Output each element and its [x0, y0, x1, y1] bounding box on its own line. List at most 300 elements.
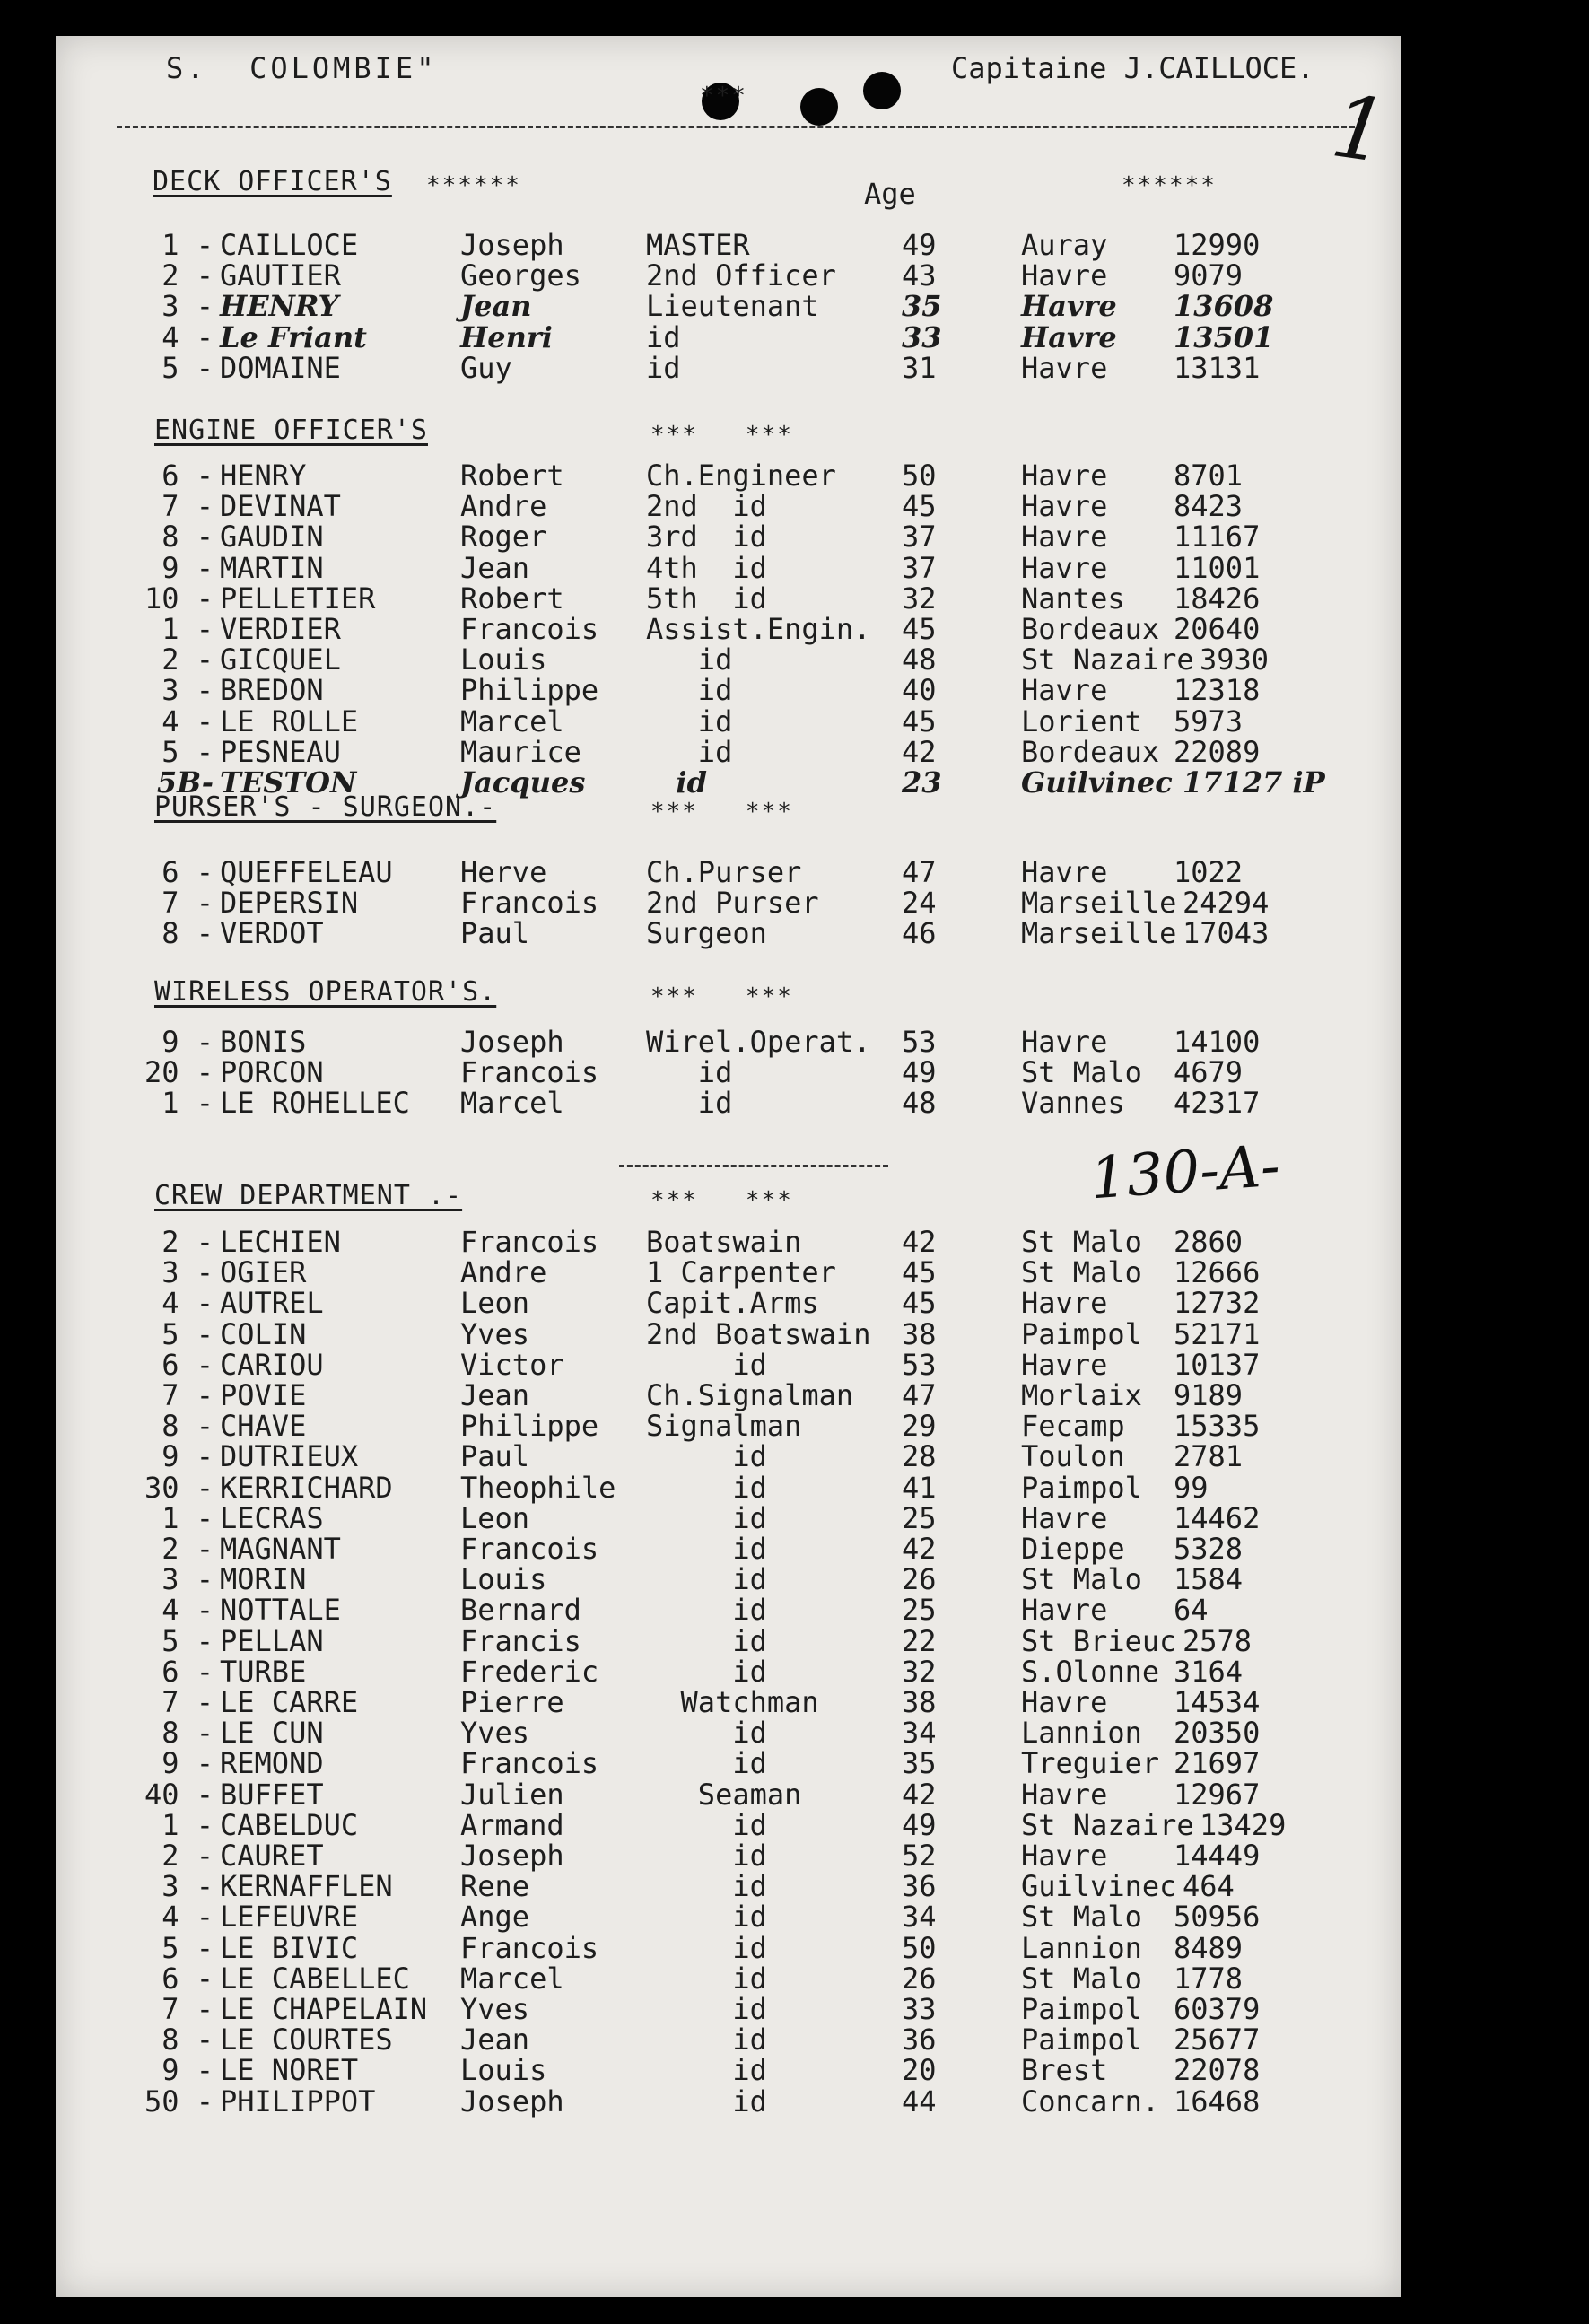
- cell-surname: HENRY: [220, 289, 339, 324]
- cell-surname: PELLETIER: [220, 581, 376, 616]
- cell-first: Jean: [460, 289, 532, 324]
- cell-rank: id: [646, 673, 733, 708]
- cell-port: Guilvinec: [1021, 1869, 1177, 1904]
- cell-rank: id: [646, 1347, 767, 1382]
- cell-age: 42: [902, 1225, 937, 1259]
- deck-stars-left: ******: [426, 172, 521, 199]
- punch-hole: [800, 88, 838, 126]
- cell-age: 25: [902, 1500, 937, 1535]
- cell-port: Guilvinec: [1021, 765, 1173, 799]
- cell-first: Ange: [460, 1900, 530, 1935]
- cell-first: Louis: [460, 1562, 547, 1597]
- cell-num: 2 -: [162, 642, 214, 677]
- cell-age: 24: [902, 886, 937, 921]
- cell-surname: KERNAFFLEN: [220, 1869, 393, 1904]
- cell-rank: id: [646, 1470, 767, 1505]
- cell-age: 33: [902, 319, 942, 354]
- cell-num: 1 -: [162, 1807, 214, 1842]
- cell-rank: Ch.Engineer: [646, 459, 836, 493]
- section-stars-engine: *** ***: [650, 422, 793, 449]
- cell-first: Louis: [460, 2053, 547, 2088]
- cell-reg: 13131: [1174, 350, 1261, 385]
- cell-num: 4 -: [162, 319, 214, 354]
- cell-port: Fecamp: [1021, 1409, 1125, 1444]
- cell-reg: 12318: [1174, 673, 1261, 708]
- cell-port: Dieppe: [1021, 1532, 1125, 1566]
- cell-first: Joseph: [460, 2084, 564, 2119]
- cell-num: 3 -: [162, 289, 214, 324]
- cell-surname: MARTIN: [220, 550, 324, 585]
- cell-surname: QUEFFELEAU: [220, 855, 393, 889]
- cell-rank: Boatswain: [646, 1225, 802, 1259]
- cell-surname: VERDIER: [220, 612, 341, 646]
- cell-first: Jacques: [460, 765, 586, 799]
- cell-num: 4 -: [162, 703, 214, 738]
- punch-hole: [863, 72, 901, 109]
- cell-surname: CARIOU: [220, 1347, 324, 1382]
- cell-age: 38: [902, 1685, 937, 1719]
- cell-num: 3 -: [162, 1869, 214, 1904]
- cell-reg: 12666: [1174, 1255, 1261, 1290]
- cell-rank: Ch.Signalman: [646, 1378, 854, 1412]
- cell-rank: id: [646, 1930, 767, 1965]
- cell-port: Concarn.: [1021, 2084, 1160, 2119]
- cell-rank: 2nd Boatswain: [646, 1316, 871, 1351]
- cell-first: Herve: [460, 855, 547, 889]
- cell-surname: POVIE: [220, 1378, 307, 1412]
- cell-first: Jean: [460, 550, 530, 585]
- cell-surname: MAGNANT: [220, 1532, 341, 1566]
- cell-reg: 464: [1183, 1869, 1235, 1904]
- cell-num: 5B-: [156, 765, 214, 799]
- cell-port: Lannion: [1021, 1930, 1142, 1965]
- cell-first: Pierre: [460, 1685, 564, 1719]
- cell-num: 2 -: [162, 1225, 214, 1259]
- cell-port: Treguier: [1021, 1746, 1160, 1781]
- cell-rank: 2nd Purser: [646, 886, 819, 921]
- handwritten-page-number: 1: [1325, 75, 1394, 183]
- cell-num: 4 -: [162, 1900, 214, 1935]
- cell-surname: PHILIPPOT: [220, 2084, 376, 2119]
- cell-surname: TESTON: [220, 765, 357, 799]
- cell-rank: Capit.Arms: [646, 1286, 819, 1321]
- cell-reg: 25677: [1174, 2023, 1261, 2058]
- cell-num: 3 -: [162, 673, 214, 708]
- cell-port: Lannion: [1021, 1716, 1142, 1751]
- cell-port: St Malo: [1021, 1055, 1142, 1090]
- cell-age: 45: [902, 612, 937, 646]
- cell-age: 50: [902, 459, 937, 493]
- cell-surname: LE NORET: [220, 2053, 359, 2088]
- cell-port: Paimpol: [1021, 1316, 1142, 1351]
- cell-reg: 3164: [1174, 1654, 1244, 1689]
- cell-port: Havre: [1021, 1286, 1108, 1321]
- cell-port: Auray: [1021, 228, 1108, 262]
- cell-first: Francois: [460, 612, 599, 646]
- cell-num: 7 -: [162, 1378, 214, 1412]
- cell-reg: 13608: [1174, 289, 1274, 324]
- cell-age: 25: [902, 1593, 937, 1628]
- cell-reg: 64: [1174, 1593, 1209, 1628]
- cell-surname: BONIS: [220, 1025, 307, 1059]
- cell-rank: id: [646, 1746, 767, 1781]
- cell-reg: 1022: [1174, 855, 1244, 889]
- cell-first: Joseph: [460, 228, 564, 262]
- cell-reg: 1778: [1174, 1961, 1244, 1996]
- cell-port: Paimpol: [1021, 1470, 1142, 1505]
- cell-surname: MORIN: [220, 1562, 307, 1597]
- cell-num: 1 -: [162, 612, 214, 646]
- cell-reg: 16468: [1174, 2084, 1261, 2119]
- cell-rank: id: [646, 1654, 767, 1689]
- cell-port: St Malo: [1021, 1961, 1142, 1996]
- cell-surname: DOMAINE: [220, 350, 341, 385]
- cell-age: 37: [902, 550, 937, 585]
- cell-num: 6 -: [162, 855, 214, 889]
- cell-reg: 52171: [1174, 1316, 1261, 1351]
- cell-num: 7 -: [162, 1685, 214, 1719]
- section-stars-purser: *** ***: [650, 799, 793, 826]
- cell-port: St Nazaire: [1021, 1807, 1194, 1842]
- cell-num: 1 -: [162, 1500, 214, 1535]
- cell-first: Armand: [460, 1807, 564, 1842]
- cell-first: Marcel: [460, 1086, 564, 1121]
- cell-age: 34: [902, 1716, 937, 1751]
- section-stars-crew: *** ***: [650, 1187, 793, 1214]
- cell-first: Julien: [460, 1777, 564, 1812]
- cell-num: 9 -: [162, 1746, 214, 1781]
- cell-reg: 5973: [1174, 703, 1244, 738]
- cell-rank: id: [646, 1532, 767, 1566]
- cell-age: 32: [902, 581, 937, 616]
- cell-age: 44: [902, 2084, 937, 2119]
- cell-num: 5 -: [162, 734, 214, 769]
- cell-first: Robert: [460, 581, 564, 616]
- cell-first: Robert: [460, 459, 564, 493]
- cell-age: 31: [902, 350, 937, 385]
- section-stars-wireless: *** ***: [650, 983, 793, 1010]
- cell-surname: GICQUEL: [220, 642, 341, 677]
- cell-reg: 13501: [1174, 319, 1274, 354]
- cell-reg: 11167: [1174, 520, 1261, 555]
- cell-num: 10 -: [144, 581, 214, 616]
- cell-first: Guy: [460, 350, 512, 385]
- cell-first: Georges: [460, 258, 581, 293]
- cell-port: Marseille: [1021, 886, 1177, 921]
- cell-reg: 14449: [1174, 1839, 1261, 1873]
- cell-age: 37: [902, 520, 937, 555]
- cell-rank: id: [646, 350, 681, 385]
- cell-surname: LEFEUVRE: [220, 1900, 359, 1935]
- cell-surname: LE ROHELLEC: [220, 1086, 410, 1121]
- section-heading-purser: PURSER'S - SURGEON.-: [154, 791, 497, 823]
- cell-reg: 99: [1174, 1470, 1209, 1505]
- cell-age: 38: [902, 1316, 937, 1351]
- cell-first: Bernard: [460, 1593, 581, 1628]
- cell-first: Jean: [460, 1378, 530, 1412]
- cell-reg: 20640: [1174, 612, 1261, 646]
- cell-num: 5 -: [162, 1623, 214, 1658]
- header-divider: [117, 126, 1355, 128]
- cell-num: 40 -: [144, 1777, 214, 1812]
- cell-port: Havre: [1021, 1685, 1108, 1719]
- cell-age: 28: [902, 1439, 937, 1474]
- cell-age: 46: [902, 916, 937, 951]
- cell-port: Havre: [1021, 550, 1108, 585]
- cell-surname: DUTRIEUX: [220, 1439, 359, 1474]
- ship-name: S. COLOMBIE": [166, 51, 438, 85]
- cell-first: Frederic: [460, 1654, 599, 1689]
- cell-port: St Brieuc: [1021, 1623, 1177, 1658]
- cell-surname: KERRICHARD: [220, 1470, 393, 1505]
- cell-reg: 18426: [1174, 581, 1261, 616]
- cell-age: 42: [902, 1532, 937, 1566]
- cell-rank: id: [646, 1900, 767, 1935]
- cell-reg: 8423: [1174, 489, 1244, 524]
- cell-reg: 3930: [1200, 642, 1270, 677]
- cell-age: 43: [902, 258, 937, 293]
- cell-port: St Malo: [1021, 1562, 1142, 1597]
- cell-first: Paul: [460, 916, 530, 951]
- header-stars: ***: [700, 83, 747, 109]
- cell-surname: COLIN: [220, 1316, 307, 1351]
- cell-num: 1 -: [162, 228, 214, 262]
- cell-first: Victor: [460, 1347, 564, 1382]
- cell-port: Marseille: [1021, 916, 1177, 951]
- cell-rank: id: [646, 2084, 767, 2119]
- cell-surname: BREDON: [220, 673, 324, 708]
- cell-age: 47: [902, 855, 937, 889]
- cell-age: 32: [902, 1654, 937, 1689]
- cell-reg: 9079: [1174, 258, 1244, 293]
- cell-port: Lorient: [1021, 703, 1142, 738]
- handwritten-folio: 130-A-: [1087, 1132, 1282, 1213]
- cell-reg: 17043: [1183, 916, 1270, 951]
- cell-first: Philippe: [460, 1409, 599, 1444]
- cell-port: Havre: [1021, 489, 1108, 524]
- cell-rank: id: [646, 1086, 733, 1121]
- cell-surname: GAUDIN: [220, 520, 324, 555]
- cell-rank: 3rd id: [646, 520, 767, 555]
- cell-reg: 2578: [1183, 1623, 1253, 1658]
- cell-port: Paimpol: [1021, 2023, 1142, 2058]
- cell-first: Francois: [460, 1225, 599, 1259]
- cell-rank: 5th id: [646, 581, 767, 616]
- cell-num: 8 -: [162, 1716, 214, 1751]
- cell-port: Havre: [1021, 258, 1108, 293]
- cell-num: 6 -: [162, 1961, 214, 1996]
- cell-port: Havre: [1021, 673, 1108, 708]
- cell-surname: LE COURTES: [220, 2023, 393, 2058]
- cell-first: Marcel: [460, 703, 564, 738]
- cell-rank: 1 Carpenter: [646, 1255, 836, 1290]
- cell-num: 2 -: [162, 258, 214, 293]
- cell-surname: HENRY: [220, 459, 307, 493]
- cell-num: 1 -: [162, 1086, 214, 1121]
- cell-reg: 21697: [1174, 1746, 1261, 1781]
- cell-age: 20: [902, 2053, 937, 2088]
- cell-reg: 24294: [1183, 886, 1270, 921]
- section-heading-deck: DECK OFFICER'S: [153, 166, 392, 197]
- cell-port: Havre: [1021, 1025, 1108, 1059]
- cell-reg: 22078: [1174, 2053, 1261, 2088]
- cell-rank: id: [646, 319, 681, 354]
- cell-reg: 2860: [1174, 1225, 1244, 1259]
- cell-rank: id: [646, 2023, 767, 2058]
- cell-num: 20 -: [144, 1055, 214, 1090]
- cell-port: Havre: [1021, 459, 1108, 493]
- cell-port: Havre: [1021, 1777, 1108, 1812]
- cell-first: Rene: [460, 1869, 530, 1904]
- cell-num: 9 -: [162, 2053, 214, 2088]
- cell-surname: DEPERSIN: [220, 886, 359, 921]
- cell-surname: LECHIEN: [220, 1225, 341, 1259]
- cell-num: 8 -: [162, 520, 214, 555]
- cell-age: 45: [902, 489, 937, 524]
- cell-surname: REMOND: [220, 1746, 324, 1781]
- cell-age: 49: [902, 228, 937, 262]
- cell-rank: 2nd Officer: [646, 258, 836, 293]
- cell-age: 40: [902, 673, 937, 708]
- cell-first: Joseph: [460, 1025, 564, 1059]
- cell-port: St Nazaire: [1021, 642, 1194, 677]
- cell-num: 8 -: [162, 916, 214, 951]
- cell-port: Havre: [1021, 1500, 1108, 1535]
- cell-rank: id: [646, 1593, 767, 1628]
- cell-port: Paimpol: [1021, 1992, 1142, 2026]
- cell-rank: id: [646, 1992, 767, 2026]
- cell-rank: id: [646, 1055, 733, 1090]
- cell-rank: Signalman: [646, 1409, 802, 1444]
- cell-reg: 60379: [1174, 1992, 1261, 2026]
- cell-reg: 12732: [1174, 1286, 1261, 1321]
- cell-first: Paul: [460, 1439, 530, 1474]
- cell-rank: id: [646, 2053, 767, 2088]
- cell-reg: 1584: [1174, 1562, 1244, 1597]
- cell-port: Nantes: [1021, 581, 1125, 616]
- cell-rank: 2nd id: [646, 489, 767, 524]
- cell-surname: Le Friant: [220, 319, 367, 354]
- cell-age: 45: [902, 1286, 937, 1321]
- cell-surname: LECRAS: [220, 1500, 324, 1535]
- cell-num: 9 -: [162, 550, 214, 585]
- cell-port: Havre: [1021, 1839, 1108, 1873]
- cell-first: Roger: [460, 520, 547, 555]
- cell-first: Maurice: [460, 734, 581, 769]
- cell-first: Joseph: [460, 1839, 564, 1873]
- cell-num: 6 -: [162, 1654, 214, 1689]
- cell-surname: NOTTALE: [220, 1593, 341, 1628]
- cell-num: 4 -: [162, 1593, 214, 1628]
- cell-port: Havre: [1021, 855, 1108, 889]
- cell-age: 53: [902, 1347, 937, 1382]
- cell-reg: 20350: [1174, 1716, 1261, 1751]
- cell-age: 49: [902, 1807, 937, 1842]
- cell-age: 35: [902, 289, 942, 324]
- cell-num: 3 -: [162, 1255, 214, 1290]
- cell-port: Havre: [1021, 520, 1108, 555]
- cell-surname: LE CARRE: [220, 1685, 359, 1719]
- cell-age: 48: [902, 642, 937, 677]
- cell-first: Yves: [460, 1316, 530, 1351]
- cell-reg: 8701: [1174, 459, 1244, 493]
- cell-rank: id: [646, 642, 733, 677]
- cell-port: Bordeaux: [1021, 734, 1160, 769]
- cell-reg: 2781: [1174, 1439, 1244, 1474]
- cell-port: Havre: [1021, 1347, 1108, 1382]
- cell-surname: OGIER: [220, 1255, 307, 1290]
- cell-num: 7 -: [162, 489, 214, 524]
- cell-first: Yves: [460, 1716, 530, 1751]
- cell-age: 50: [902, 1930, 937, 1965]
- cell-rank: id: [646, 1716, 767, 1751]
- cell-first: Leon: [460, 1286, 530, 1321]
- cell-age: 41: [902, 1470, 937, 1505]
- cell-reg: 42317: [1174, 1086, 1261, 1121]
- cell-age: 42: [902, 734, 937, 769]
- cell-rank: Ch.Purser: [646, 855, 802, 889]
- cell-rank: Lieutenant: [646, 289, 819, 324]
- cell-surname: PESNEAU: [220, 734, 341, 769]
- cell-first: Marcel: [460, 1961, 564, 1996]
- cell-rank: id: [646, 1562, 767, 1597]
- cell-age: 35: [902, 1746, 937, 1781]
- cell-rank: id: [646, 703, 733, 738]
- cell-port: Havre: [1021, 319, 1117, 354]
- cell-first: Theophile: [460, 1470, 616, 1505]
- cell-first: Francois: [460, 1055, 599, 1090]
- cell-surname: LE CHAPELAIN: [220, 1992, 428, 2026]
- cell-age: 26: [902, 1961, 937, 1996]
- cell-reg: 11001: [1174, 550, 1261, 585]
- cell-age: 45: [902, 703, 937, 738]
- cell-age: 48: [902, 1086, 937, 1121]
- cell-num: 50 -: [144, 2084, 214, 2119]
- captain-name: Capitaine J.CAILLOCE.: [951, 51, 1314, 85]
- cell-reg: 4679: [1174, 1055, 1244, 1090]
- deck-stars-right: ******: [1122, 172, 1217, 199]
- cell-first: Francois: [460, 1930, 599, 1965]
- cell-reg: 17127 iP: [1183, 765, 1325, 799]
- cell-reg: 12967: [1174, 1777, 1261, 1812]
- cell-age: 52: [902, 1839, 937, 1873]
- cell-surname: PORCON: [220, 1055, 324, 1090]
- cell-rank: id: [646, 1623, 767, 1658]
- cell-port: St Malo: [1021, 1255, 1142, 1290]
- cell-surname: CABELDUC: [220, 1807, 359, 1842]
- cell-num: 8 -: [162, 2023, 214, 2058]
- cell-surname: VERDOT: [220, 916, 324, 951]
- cell-port: Vannes: [1021, 1086, 1125, 1121]
- cell-first: Philippe: [460, 673, 599, 708]
- cell-first: Francois: [460, 1532, 599, 1566]
- cell-first: Francois: [460, 886, 599, 921]
- cell-first: Leon: [460, 1500, 530, 1535]
- cell-first: Louis: [460, 642, 547, 677]
- cell-num: 4 -: [162, 1286, 214, 1321]
- cell-num: 5 -: [162, 1316, 214, 1351]
- cell-rank: MASTER: [646, 228, 750, 262]
- cell-age: 36: [902, 2023, 937, 2058]
- cell-age: 45: [902, 1255, 937, 1290]
- cell-surname: GAUTIER: [220, 258, 341, 293]
- cell-num: 9 -: [162, 1025, 214, 1059]
- cell-first: Henri: [460, 319, 553, 354]
- cell-port: Brest: [1021, 2053, 1108, 2088]
- cell-reg: 8489: [1174, 1930, 1244, 1965]
- cell-reg: 14462: [1174, 1500, 1261, 1535]
- cell-num: 6 -: [162, 459, 214, 493]
